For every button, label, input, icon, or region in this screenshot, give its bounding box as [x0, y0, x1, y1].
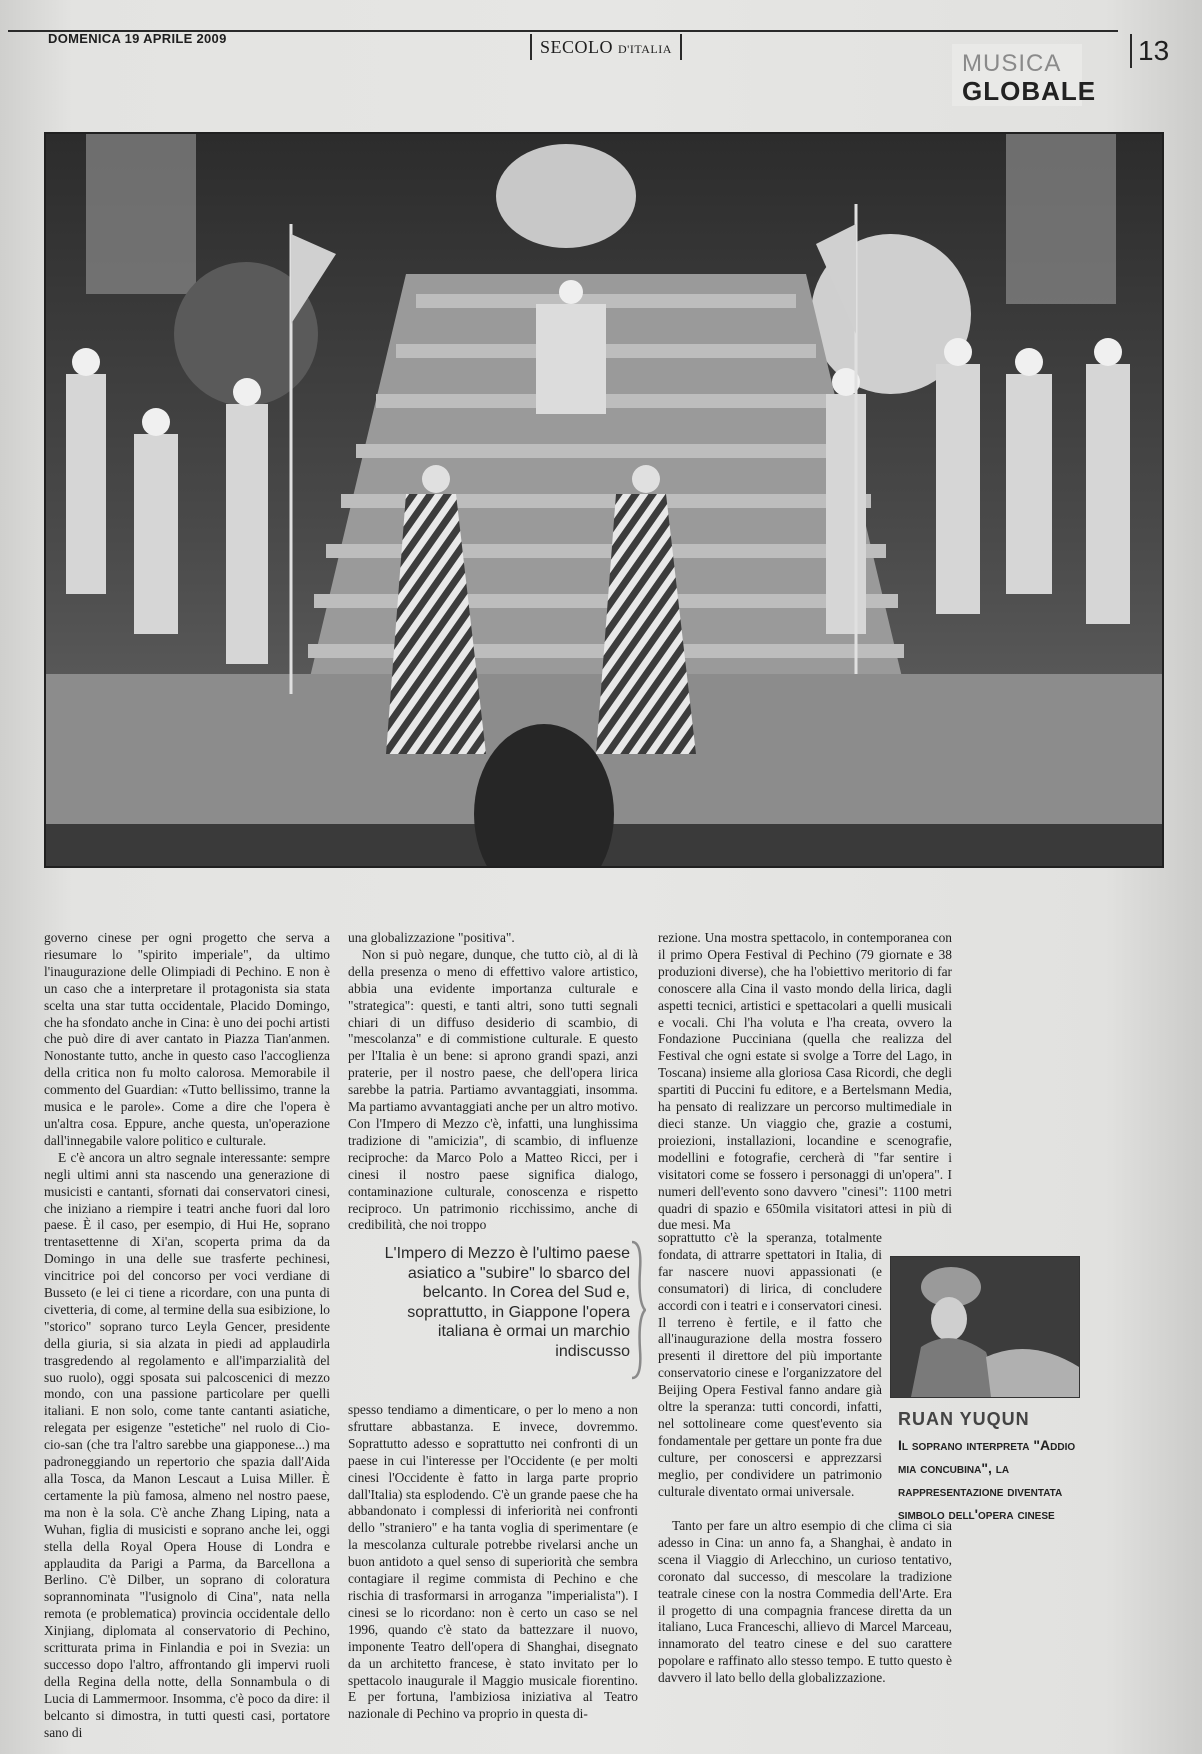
paragraph: una globalizzazione "positiva".	[348, 930, 515, 945]
paragraph: Tanto per fare un altro esempio di che clima ci sia adesso in Cina: un anno fa, a Shanghai, è andato in scena il Viaggio di Arlecchino, un curioso tentativo, coronato dal successo, di mescolare la tradizione teatrale cinese con la nostra Commedia dell'Arte. Era il progetto di una compagnia francese diretta da un italiano, Luca Franceschi, allievo di Marcel Marceau, innamorato del teatro cinese e del suo carattere popolare e raffinato allo stesso tempo. E tutto questo è davvero il lato bello della globalizzazione.	[658, 1518, 952, 1686]
paper-suffix: D'ITALIA	[618, 42, 672, 56]
paper-name: SECOLO	[540, 37, 614, 57]
section-label	[952, 44, 1097, 106]
article-column-3-top	[658, 930, 952, 1234]
soprano-photo	[891, 1257, 1079, 1397]
stage-illustration	[46, 134, 1162, 866]
paragraph: Non si può negare, dunque, che tutto ciò, al di là della presenza o meno di effettivo valore artistico, abbia una evidente importanza culturale e "strategica": questi, e tanti altri, sono tutti segnali chiari di un diffuso desiderio di scambio, di "mescolanza" e di commistione culturale. E questo per l'Italia è un bene: si aprono grandi spazi, anzi praterie, per il nostro paese, che dell'opera lirica sarebbe la patria. Partiamo avvantaggiati, insomma. Ma partiamo avvantaggiati anche per un altro motivo. Con l'Impero di Mezzo c'è, infatti, una lunghissima tradizione di "amicizia", di scambio, di influenze reciproche: da Marco Polo a Matteo Ricci, per i cinesi il nostro paese significa dialogo, contaminazione culturale, conoscenza e rispetto reciproco. Un patrimonio ricchissimo, anche di credibilità, che noi troppo	[348, 946, 638, 1233]
article-column-3-bottom	[658, 1518, 952, 1687]
paragraph: spesso tendiamo a dimenticare, o per lo meno a non sfruttare abbastanza. E invece, dovremmo. Soprattutto adesso e soprattutto nei confronti di un paese in cui l'interesse per l'Occidente (e per molti cinesi l'Occidente è fatto in larga parte proprio dall'Italia) sta esplodendo. C'è un grande paese che ha abbandonato i complessi di inferiorità nei confronti dello "straniero" e ha tanta voglia di sperimentare (e la mescolanza culturale potrebbe rivelarsi anche un buon antidoto a quel senso di superiorità che sembra contagiare il regime commista di Pechino e che rischia di trasformarsi in arroganza "imperialista"). I cinesi se lo ricordano: non è certo un caso se nel 1996, quando c'è stato da battezzare il nuovo, imponente Teatro dell'opera di Shanghai, disegnato da un architetto francese, è stato invitato per lo spettacolo inaugurale il Maggio musicale fiorentino. E per fortuna, l'ambiziosa iniziativa al Teatro nazionale di Pechino va proprio in questa di-	[348, 1402, 638, 1722]
masthead	[530, 34, 682, 60]
paragraph: governo cinese per ogni progetto che serva a riesumare lo "spirito imperiale", da ultimo l'inaugurazione delle Olimpiadi di Pechino. E non è un caso che a interpretare il protagonista sia stata scelta una star tutta occidentale, Placido Domingo, che ha sfondato anche in Cina: è uno dei pochi artisti che può dire di aver cantato in Piazza Tian'anmen. Nonostante tutto, anche in questo caso l'accoglienza della critica non fu molto calorosa. Memorabile il commento del Guardian: «Tutto bellissimo, tranne la musica e le parole». Come a dire che l'opera è un'altra cosa. Eppure, anche questa, un'operazione dall'innegabile valore politico e culturale.	[44, 930, 330, 1148]
brace-icon	[630, 1240, 646, 1380]
paragraph: rezione. Una mostra spettacolo, in contemporanea con il primo Opera Festival di Pechino (79 giornate e 38 produzioni diverse), che ha l'obiettivo meritorio di far conoscere alla Cina il vasto mondo della lirica, dagli aspetti tecnici, artistici e spettacolari a quelli musicali e vocali. Chi l'ha voluta e l'ha creata, ovvero la Fondazione Pucciniana (quella che realizza del Festival che ogni estate si svolge a Torre del Lago, in Toscana) insieme alla gloriosa Casa Ricordi, che degli spartiti di Puccini fu editore, e a Bertelsmann Media, ha pensato di realizzare un percorso multimediale in dieci stanze. Un viaggio che, grazie a costumi, proiezioni, installazioni, locandine e scenografie, modellini e fotografie, cercherà di "far sentire i visitatori come se fossero i personaggi di un'opera". I numeri dell'evento sono davvero "cinesi": 1100 metri quadri di spazio e 650mila visitatori attesi in più di due mesi. Ma	[658, 930, 952, 1233]
article-column-3-middle	[658, 1230, 882, 1501]
pull-quote: L'Impero di Mezzo è l'ultimo paese asiatico a "subire" lo sbarco del belcanto. In Corea del Sud e, soprattutto, in Giappone l'opera italiana è ormai un marchio indiscusso	[384, 1245, 630, 1360]
article-column-2-top	[348, 930, 638, 1234]
caption-name: RUAN YUQUN	[898, 1409, 1030, 1429]
dateline: DOMENICA 19 APRILE 2009	[48, 31, 227, 46]
opera-stage-photo	[44, 132, 1164, 868]
page-number: 13	[1130, 34, 1169, 68]
inset-photo	[890, 1256, 1080, 1398]
paragraph: soprattutto c'è la speranza, totalmente fondata, di attrarre spettatori in Italia, di far nascere nuovi appassionati (e consumatori) di lirica, di concludere accordi con i teatri e i conservatori cinesi. Il terreno è fertile, e il fatto che all'inaugurazione della mostra fossero presenti il direttore del più importante conservatorio cinese e l'organizzatore del Beijing Opera Festival fanno andare già oltre la speranza: tutti concordi, infatti, nel sottolineare come quest'evento sia fondamentale per gettare un ponte fra due culture, per conoscersi e apprezzarsi meglio, per condividere un patrimonio culturale diventato ormai universale.	[658, 1230, 882, 1499]
section-label-top: MUSICA	[962, 50, 1062, 77]
section-label-bottom: GLOBALE	[962, 76, 1097, 106]
paragraph: E c'è ancora un altro segnale interessante: sempre negli ultimi anni sta nascendo una generazione di musicisti e cantanti, sfornati dai conservatori cinesi, che iniziano a riempire i teatri anche fuori dal loro paese. È il caso, per esempio, di Hui He, soprano trentasettenne di Xi'an, scoperta prima da da Domingo in una delle sue trasferte pechinesi, vincitrice poi del concorso per voci verdiane di Busseto (e lei ci tiene a ricordare, con una punta di civetteria, di come, al termine della sua esibizione, lo "storico" soprano turco Leyla Gencer, presidente della giuria, si sia alzata in piedi ad applaudirla trasgredendo al regolamento e all'imparzialità del suo ruolo), oggi sposata sui palcoscenici di mezzo mondo, con una passione particolare per quelli italiani. E non solo, come tante cantanti asiatiche, relegata per esigenze "estetiche" nel ruolo di Cio-cio-san (che tra l'altro sarebbe una giapponese...) ma padroneggiando un repertorio che spazia dall'Aida alla Tosca, da Manon Lescaut a Luisa Miller. È certamente la più famosa, almeno nel nostro paese, ma non è la sola. C'è anche Zhang Liping, nata a Wuhan, figlia di musicisti e soprano anche lei, oggi stella della Royal Opera House di Londra e applaudita da Parigi a Parma, da Barcellona a Berlino. C'è Dilber, un soprano di coloratura soprannominata "l'usignolo di Cina", nata nella remota (e problematica) provincia occidentale dello Xinjiang, diplomata al conservatorio di Pechino, scritturata prima in Finlandia e poi in Svezia: un successo dopo l'altro, affrontando gli impervi ruoli della Regina della notte, della Sonnambula o di Lucia di Lammermoor. Insomma, c'è poco da dire: il belcanto si dimostra, in tutti questi casi, portatore sano di	[44, 1149, 330, 1740]
article-column-2-bottom	[348, 1402, 638, 1723]
article-column-1	[44, 930, 330, 1742]
caption-text: Il soprano interpreta "Addio mia concubina", la rappresentazione diventata simbolo dell'opera cinese	[898, 1437, 1076, 1522]
